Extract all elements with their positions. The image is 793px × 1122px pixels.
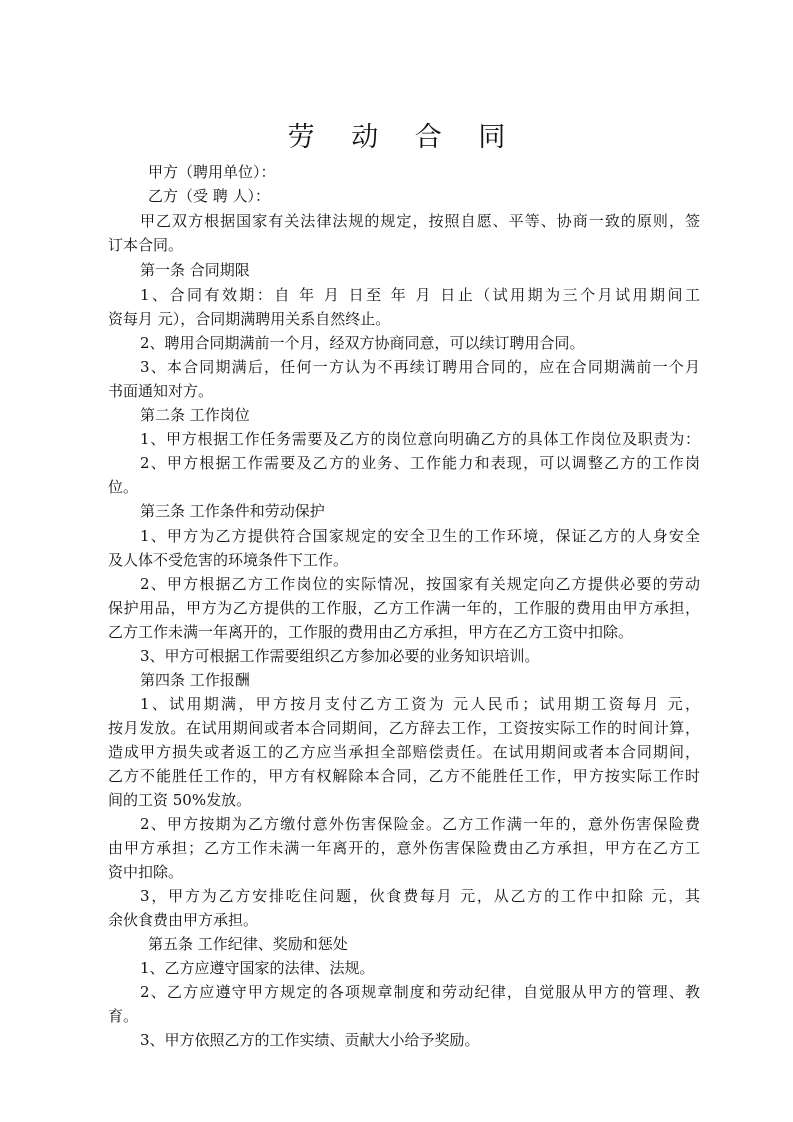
article-3-p1-line-1: 1、甲方为乙方提供符合国家规定的安全卫生的工作环境，保证乙方的人身安全 [140,527,700,545]
article-4-p1-line-2: 按月发放。在试用期间或者本合同期间，乙方辞去工作，工资按实际工作的时间计算， [108,719,700,737]
party-a-line: 甲方（聘用单位）： [148,163,276,181]
article-4-p3-line-1: 3，甲方为乙方安排吃住问题，伙食费每月 元，从乙方的工作中扣除 元，其 [140,887,700,905]
article-2-p2-line-1: 2、甲方根据工作需要及乙方的业务、工作能力和表现，可以调整乙方的工作岗 [140,454,700,472]
article-3-p2-line-2: 保护用品，甲方为乙方提供的工作服，乙方工作满一年的，工作服的费用由甲方承担， [108,599,700,617]
article-1-p1-line-2: 资每月 元），合同期满聘用关系自然终止。 [108,310,391,328]
article-5-p2-line-2: 育。 [108,1007,139,1025]
article-3-p2-line-3: 乙方工作未满一年离开的，工作服的费用由乙方承担，甲方在乙方工资中扣除。 [108,623,634,641]
article-3-p3: 3、甲方可根据工作需要组织乙方参加必要的业务知识培训。 [140,647,540,665]
article-4-p2-line-2: 由甲方承担；乙方工作未满一年离开的，意外伤害保险费由乙方承担，甲方在乙方工 [108,839,700,857]
article-4-p2-line-3: 资中扣除。 [108,863,184,881]
article-5-p2-line-1: 2、乙方应遵守甲方规定的各项规章制度和劳动纪律，自觉服从甲方的管理、教 [140,983,700,1001]
article-4-p1-line-1: 1、试用期满，甲方按月支付乙方工资为 元人民币；试用期工资每月 元， [140,695,700,713]
article-3-p1-line-2: 及人体不受危害的环境条件下工作。 [108,551,349,569]
article-4-p3-line-2: 余伙食费由甲方承担。 [108,911,259,929]
article-1-p2: 2、聘用合同期满前一个月，经双方协商同意，可以续订聘用合同。 [140,334,585,352]
intro-line-2: 订本合同。 [108,236,184,254]
article-5-p3: 3、甲方依照乙方的工作实绩、贡献大小给予奖励。 [140,1031,480,1049]
article-3-p2-line-1: 2、甲方根据乙方工作岗位的实际情况，按国家有关规定向乙方提供必要的劳动 [140,575,700,593]
article-4-p1-line-4: 乙方不能胜任工作的，甲方有权解除本合同，乙方不能胜任工作，甲方按实际工作时 [108,767,700,785]
article-5-heading: 第五条 工作纪律、奖励和惩处 [148,935,348,953]
article-1-heading: 第一条 合同期限 [140,261,250,279]
article-5-p1: 1、乙方应遵守国家的法律、法规。 [140,959,375,977]
article-4-p1-line-5: 间的工资 50%发放。 [108,791,252,809]
article-2-p1: 1、甲方根据工作任务需要及乙方的岗位意向明确乙方的具体工作岗位及职责为： [140,430,700,448]
article-2-heading: 第二条 工作岗位 [140,406,250,424]
article-4-p1-line-3: 造成甲方损失或者返工的乙方应当承担全部赔偿责任。在试用期间或者本合同期间， [108,743,700,761]
party-b-line: 乙方（受 聘 人）： [148,187,271,205]
document-title: 劳 动 合 同 [287,122,520,153]
article-1-p3-line-2: 书面通知对方。 [108,382,214,400]
article-3-heading: 第三条 工作条件和劳动保护 [140,502,325,520]
article-2-p2-line-2: 位。 [108,478,139,496]
article-4-heading: 第四条 工作报酬 [140,671,250,689]
article-4-p2-line-1: 2、甲方按期为乙方缴付意外伤害保险金。乙方工作满一年的，意外伤害保险费 [140,815,700,833]
article-1-p3-line-1: 3、本合同期满后，任何一方认为不再续订聘用合同的，应在合同期满前一个月 [140,358,700,376]
intro-line-1: 甲乙双方根据国家有关法律法规的规定，按照自愿、平等、协商一致的原则，签 [140,212,700,230]
article-1-p1-line-1: 1、合同有效期：自 年 月 日至 年 月 日止（试用期为三个月试用期间工 [140,286,700,304]
